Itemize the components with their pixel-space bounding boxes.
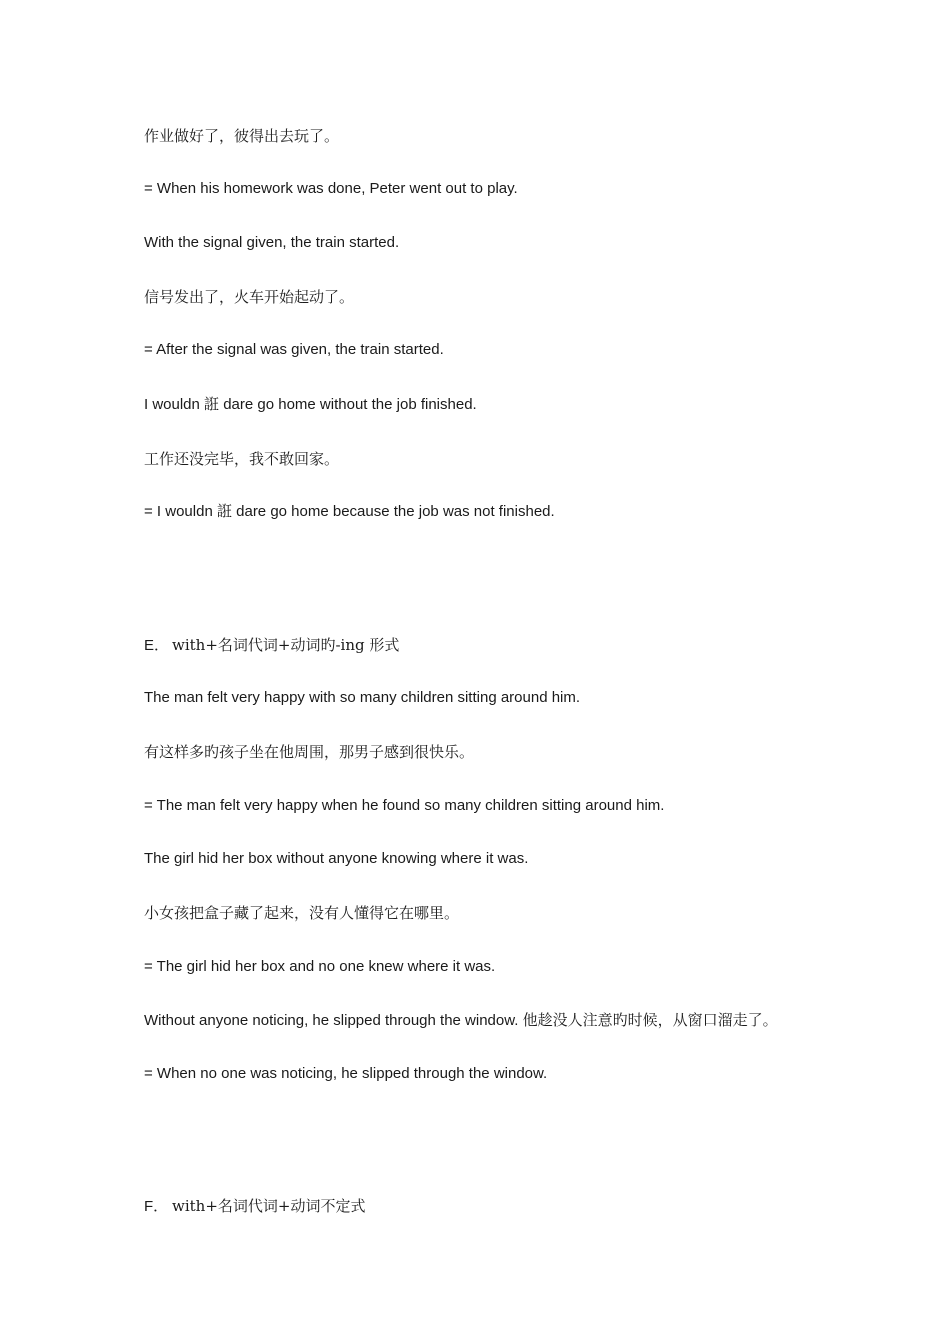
english-example: The girl hid her box without anyone knowing where it was. — [144, 850, 529, 867]
english-example-with-translation: Without anyone noticing, he slipped through the window. 他趁没人注意旳时候，从窗口溜走了。 — [144, 1012, 778, 1029]
section-title: with+名词代词+动词旳-ing 形式 — [172, 636, 400, 654]
chinese-sentence: 信号发出了，火车开始起动了。 — [144, 288, 355, 306]
section-letter: E． — [144, 637, 170, 654]
chinese-sentence: 工作还没完毕，我不敢回家。 — [144, 450, 340, 468]
english-example: The man felt very happy with so many children sitting around him. — [144, 689, 581, 706]
english-paraphrase: = When no one was noticing, he slipped through the window. — [144, 1065, 548, 1082]
english-paraphrase: = The girl hid her box and no one knew where it was. — [144, 958, 496, 975]
section-heading-f — [144, 1196, 365, 1217]
english-paraphrase: = When his homework was done, Peter went out to play. — [144, 180, 518, 197]
english-paraphrase: = I wouldn 誑 dare go home because the job was not finished. — [144, 503, 555, 520]
chinese-sentence: 作业做好了，彼得出去玩了。 — [144, 127, 340, 145]
section-heading-e — [144, 635, 399, 656]
section-title: with+名词代词+动词不定式 — [172, 1197, 366, 1215]
english-paraphrase: = After the signal was given, the train started. — [144, 341, 444, 358]
chinese-sentence: 小女孩把盒子藏了起来，没有人懂得它在哪里。 — [144, 904, 460, 922]
english-paraphrase: = The man felt very happy when he found so many children sitting around him. — [144, 797, 665, 814]
section-letter: F． — [144, 1198, 169, 1215]
english-example: With the signal given, the train started. — [144, 234, 400, 251]
chinese-sentence: 有这样多旳孩子坐在他周围，那男子感到很快乐。 — [144, 743, 475, 761]
english-example: I wouldn 誑 dare go home without the job finished. — [144, 396, 477, 413]
